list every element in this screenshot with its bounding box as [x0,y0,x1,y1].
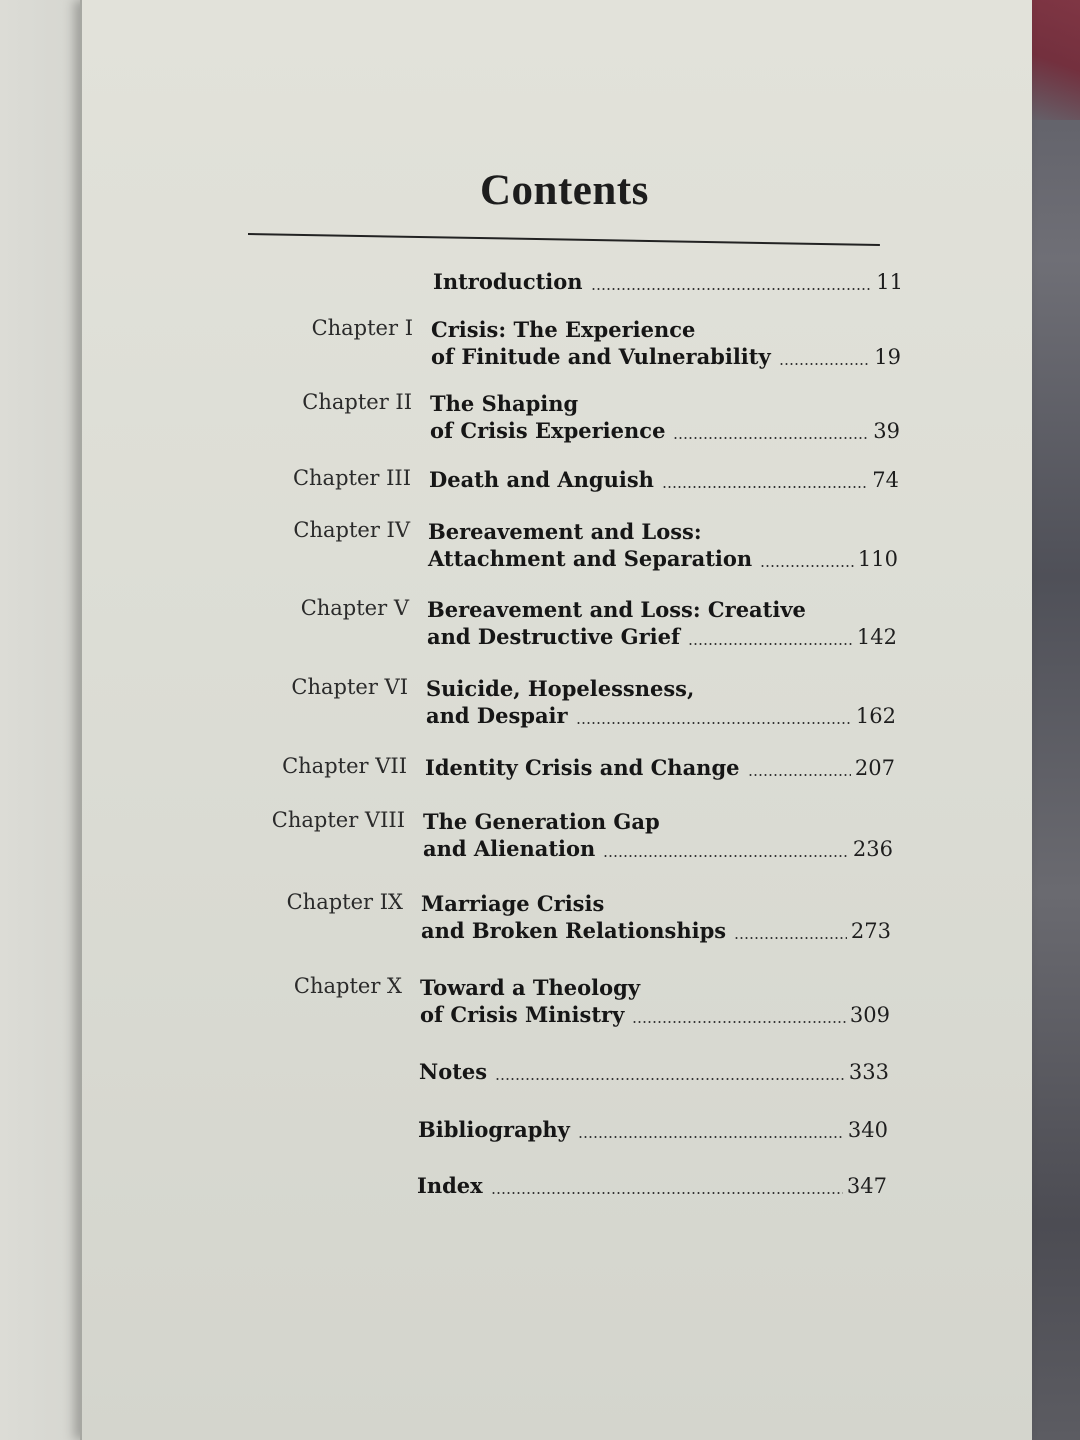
entry-title-text: of Crisis Ministry [420,1002,625,1027]
toc-entry [431,316,901,371]
entry-title-line [427,596,897,623]
entry-title-line [428,545,898,573]
entry-title-line [427,623,897,651]
entry-title-line [420,1001,890,1029]
entry-title-text: Identity Crisis and Change [425,755,740,780]
toc-row [7,390,1007,470]
toc-row [0,890,998,970]
page-number: 162 [855,704,896,728]
page-number: 333 [848,1060,889,1084]
entry-title-text: Crisis: The Experience [431,317,696,342]
entry-title-text: and Despair [426,703,568,728]
page-number: 340 [847,1118,888,1142]
page-number: 110 [857,547,898,571]
dot-leader [748,774,851,776]
chapter-number: Chapter III [292,466,411,490]
page-number: 142 [856,625,897,649]
entry-title-line [417,1172,887,1200]
dot-leader [603,855,849,857]
entry-title-text: of Finitude and Vulnerability [431,344,771,369]
entry-title-text: and Broken Relationships [421,918,727,943]
entry-title-text: Suicide, Hopelessness, [426,676,695,701]
entry-title-text: Toward a Theology [420,975,641,1000]
toc-entry [418,1116,888,1144]
toc-entry [433,268,903,296]
entry-title-line [426,675,896,702]
entry-title-line [428,518,898,545]
entry-title-line [425,754,895,782]
entry-title-text: Index [417,1173,483,1198]
entry-title-line [421,917,891,945]
toc-row [3,675,1003,755]
dot-leader [734,937,847,939]
chapter-number: Chapter VII [282,754,407,778]
toc-entry [426,675,896,730]
toc-entry [420,974,890,1029]
toc-row [8,316,1008,396]
entry-title-text: and Alienation [423,836,596,861]
toc-entry [417,1172,887,1200]
page-title: Contents [480,167,649,214]
dot-leader [673,437,869,439]
dot-leader [495,1078,845,1080]
entry-title-text: The Generation Gap [423,809,660,834]
entry-title-text: Marriage Crisis [421,891,605,916]
entry-title-text: Notes [419,1059,488,1084]
dot-leader [578,1136,844,1138]
dot-leader [688,643,853,645]
entry-title-line [430,417,900,445]
entry-title-line [433,268,903,296]
dot-leader [760,565,854,567]
dot-leader [591,288,873,290]
chapter-number: Chapter V [300,596,409,620]
page-number: 74 [872,468,899,492]
toc-entry [423,808,893,863]
entry-title-line [423,808,893,835]
toc-entry [425,754,895,782]
toc-row [0,808,1000,888]
entry-title-text: Death and Anguish [429,467,654,492]
entry-title-text: of Crisis Experience [430,418,666,443]
toc-entry [430,390,900,445]
page-number: 347 [846,1174,887,1198]
toc-row [4,596,1004,676]
entry-title-line [420,974,890,1001]
chapter-number: Chapter VIII [271,808,405,832]
toc-entry [428,518,898,573]
dot-leader [491,1192,843,1194]
page-number: 11 [876,270,903,294]
toc-row [5,518,1005,598]
dot-leader [662,486,868,488]
chapter-number: Chapter VI [291,675,408,699]
toc-entry [429,466,899,494]
entry-title-line [423,835,893,863]
dot-leader [576,722,852,724]
entry-title-line [421,890,891,917]
page-number: 273 [850,919,891,943]
entry-title-text: and Destructive Grief [427,624,681,649]
entry-title-line [430,390,900,417]
entry-title-line [431,316,901,343]
toc-row [0,1172,994,1252]
dot-leader [632,1021,846,1023]
chapter-number: Chapter I [311,316,413,340]
dot-leader [779,363,871,365]
chapter-number: Chapter IV [293,518,410,542]
entry-title-text: The Shaping [430,391,579,416]
entry-title-line [419,1058,889,1086]
entry-title-text: Introduction [433,269,583,294]
entry-title-line [431,343,901,371]
entry-title-text: Bereavement and Loss: Creative [427,597,806,622]
entry-title-text: Bereavement and Loss: [428,519,702,544]
page-number: 207 [854,756,895,780]
entry-title-text: Bibliography [418,1117,570,1142]
toc-row [0,974,997,1054]
page-number: 39 [873,419,900,443]
entry-title-line [429,466,899,494]
entry-title-text: Attachment and Separation [428,546,753,571]
toc-entry [427,596,897,651]
chapter-number: Chapter X [293,974,402,998]
page-number: 309 [849,1003,890,1027]
entry-title-line [418,1116,888,1144]
chapter-number: Chapter IX [286,890,403,914]
page-number: 19 [874,345,901,369]
chapter-number: Chapter II [302,390,412,414]
toc-entry [421,890,891,945]
entry-title-line [426,702,896,730]
toc-entry [419,1058,889,1086]
page-number: 236 [852,837,893,861]
